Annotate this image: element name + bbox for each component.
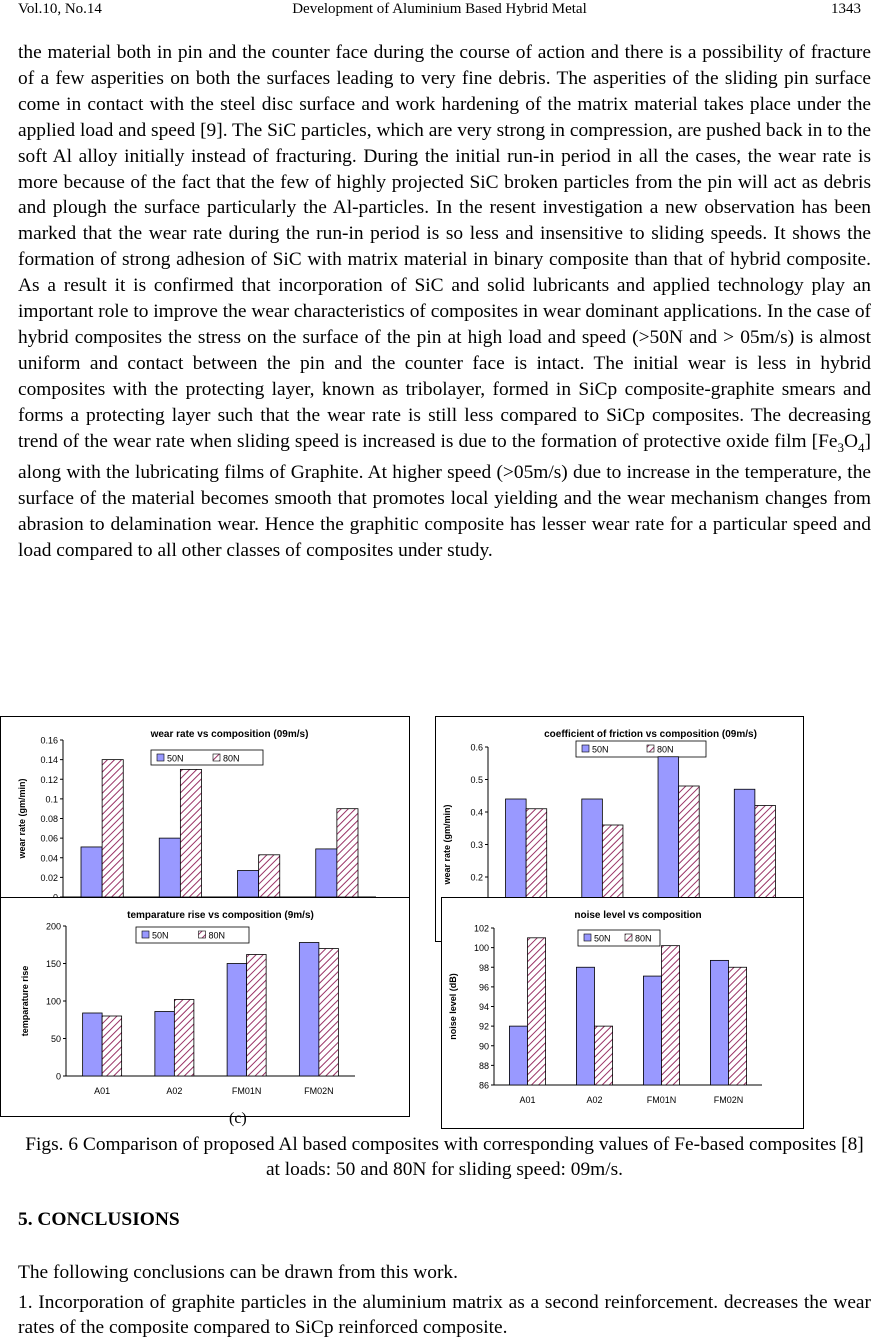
x-tick-label: FM02N xyxy=(713,1095,744,1105)
y-tick-label: 0.2 xyxy=(470,872,483,883)
y-axis-label: temparature rise xyxy=(20,965,30,1037)
x-tick-label: A02 xyxy=(166,1086,183,1096)
bar-50n xyxy=(227,964,247,1077)
y-tick-label: 0.3 xyxy=(470,840,483,850)
bar-80n xyxy=(102,760,123,897)
bar-80n xyxy=(729,967,747,1085)
y-tick-label: 150 xyxy=(45,959,61,969)
legend-swatch xyxy=(625,934,632,941)
y-axis-label: wear rate (gm/min) xyxy=(17,778,27,859)
bar-50n xyxy=(81,847,102,897)
y-tick-label: 0.08 xyxy=(40,814,58,824)
bar-80n xyxy=(180,769,201,897)
bar-50n xyxy=(83,1013,103,1076)
y-tick-label: 100 xyxy=(473,943,489,954)
bar-80n xyxy=(595,1026,613,1085)
legend-swatch xyxy=(157,754,164,761)
bar-80n xyxy=(174,1000,194,1077)
y-tick-label: 0.02 xyxy=(40,872,58,883)
y-tick-label: 102 xyxy=(473,923,489,934)
y-tick-label: 0.5 xyxy=(470,775,483,785)
y-tick-label: 200 xyxy=(45,921,61,932)
y-tick-label: 90 xyxy=(478,1041,489,1052)
y-tick-label: 0.04 xyxy=(40,853,58,864)
y-tick-label: 92 xyxy=(478,1021,489,1032)
y-tick-label: 0.6 xyxy=(470,742,483,753)
y-tick-label: 100 xyxy=(45,996,61,1007)
bar-50n xyxy=(316,849,337,897)
chart-temperature-rise xyxy=(0,897,410,1117)
bar-50n xyxy=(710,960,728,1085)
bar-50n xyxy=(299,943,319,1077)
legend-label: 80N xyxy=(635,933,652,944)
y-tick-label: 98 xyxy=(478,962,489,973)
bar-80n xyxy=(102,1016,122,1076)
x-tick-label: FM02N xyxy=(304,1086,334,1096)
y-tick-label: 94 xyxy=(478,1002,489,1012)
legend-swatch xyxy=(582,745,589,752)
bar-50n xyxy=(643,976,661,1085)
bar-80n xyxy=(247,955,267,1077)
legend-label: 80N xyxy=(657,744,674,755)
y-tick-label: 50 xyxy=(50,1034,61,1044)
legend-label: 50N xyxy=(167,753,184,764)
x-tick-label: A01 xyxy=(519,1095,536,1105)
conclusion-item-1: 1. Incorporation of graphite particles in the aluminium matrix as a second reinforcement. decreases the wear rates of the composite compared to SiCp reinforced composite. xyxy=(18,1292,871,1338)
page-number: 1343 xyxy=(831,1,861,17)
chart-title: noise level vs composition xyxy=(574,910,702,921)
bar-50n xyxy=(237,871,258,897)
bar-80n xyxy=(528,938,546,1085)
figure-caption: Figs. 6 Comparison of proposed Al based composites with corresponding values of Fe-based composites [8] at loads: 50 and 80N for sliding speed: 09m/s. xyxy=(25,1134,864,1180)
running-title: Development of Aluminium Based Hybrid Metal xyxy=(292,1,587,17)
running-header xyxy=(18,0,861,24)
y-tick-label: 96 xyxy=(478,982,489,993)
x-tick-label: FM01N xyxy=(231,1086,262,1096)
body-paragraph: the material both in pin and the counter face during the course of action and there is a possibility of fracture of a few asperities on both the surfaces leading to very fine debris. The asperities of the sliding pin surface come in contact with the steel disc surface and work hardening of the matrix material takes place under the applied load and speed [9]. The SiC particles, which are very strong in compression, are pushed back in to the soft Al alloy initially instead of fracturing. During the initial run-in period in all the cases, the wear rate is more because of the fact that the few of highly projected SiC broken particles from the pin will act as debris and plough the surface particularly the Al-particles. In the resent investigation a new observation has been marked that the wear rate during the run-in period is so less and insensitive to sliding speeds. It shows the formation of strong adhesion of SiC with matrix material in binary composite than that of hybrid composite. As a result it is confirmed that incorporation of SiC and solid lubricants and applied technology play an important role to improve the wear characteristics of composites in wear dominant applications. In the case of hybrid composites the stress on the surface of the pin at high load and speed (>50N and > 05m/s) is almost uniform and contact between the pin and the counter face is intact. The initial wear is less in hybrid composites with the protecting layer, known as tribolayer, formed in SiCp composite-graphite smears and forms a protecting layer such that the wear rate is still less compared to SiCp composites. The decreasing trend of the wear rate when sliding speed is increased is due to the formation of protective oxide film $[Fe_3O_4]$ along with the lubricating films of Graphite. At higher speed (>05m/s) due to increase in the temperature, the surface of the material becomes smooth that promotes local yielding and the wear mechanism changes from abrasion to delamination wear. Hence the graphitic composite has lesser wear rate for a particular speed and load compared to all other classes of composites under study. xyxy=(18,42,871,562)
legend-swatch xyxy=(647,745,654,752)
subfigure-label-c: (c) xyxy=(229,1110,247,1127)
bar-50n xyxy=(509,1026,527,1085)
legend-label: 50N xyxy=(152,930,169,941)
legend-label: 80N xyxy=(208,930,226,941)
chart-title: wear rate vs composition (09m/s) xyxy=(150,729,309,740)
bar-80n xyxy=(259,855,280,897)
x-tick-label: FM01N xyxy=(646,1095,677,1105)
y-tick-label: 0.14 xyxy=(40,755,58,766)
y-tick-label: 0.12 xyxy=(40,774,58,785)
y-tick-label: 86 xyxy=(478,1080,489,1091)
legend-swatch xyxy=(213,754,220,761)
legend-label: 50N xyxy=(594,933,611,944)
y-tick-label: 0.16 xyxy=(40,735,58,746)
chart-temperature-svg xyxy=(1,898,409,1116)
bar-80n xyxy=(337,809,358,897)
bar-80n xyxy=(662,946,680,1085)
y-tick-label: 0.1 xyxy=(45,794,58,805)
section-heading: 5. CONCLUSIONS xyxy=(18,1209,180,1230)
x-tick-label: A01 xyxy=(94,1086,111,1096)
y-tick-label: 0 xyxy=(55,1071,61,1082)
chart-title: temparature rise vs composition (9m/s) xyxy=(127,910,314,921)
chart-noise-svg xyxy=(442,898,803,1128)
bar-80n xyxy=(319,949,339,1077)
chart-noise-level xyxy=(441,897,804,1129)
legend-swatch xyxy=(199,931,206,938)
y-axis-label: noise level (dB) xyxy=(448,973,458,1040)
journal-volume: Vol.10, No.14 xyxy=(18,1,102,17)
legend-swatch xyxy=(584,934,591,941)
conclusions-intro: The following conclusions can be drawn from this work. xyxy=(18,1262,458,1283)
legend-label: 50N xyxy=(592,744,609,755)
y-tick-label: 0.4 xyxy=(470,807,483,818)
bar-50n xyxy=(159,838,180,897)
y-tick-label: 88 xyxy=(478,1060,489,1071)
x-tick-label: A02 xyxy=(586,1095,603,1105)
bar-50n xyxy=(155,1012,175,1077)
y-axis-label: wear rate (gm/min) xyxy=(442,804,452,885)
chart-title: coefficient of friction vs composition (09m/s) xyxy=(544,729,757,740)
legend-label: 80N xyxy=(223,753,240,764)
y-tick-label: 0.06 xyxy=(40,833,58,844)
legend-swatch xyxy=(142,931,149,938)
bar-50n xyxy=(576,967,594,1085)
